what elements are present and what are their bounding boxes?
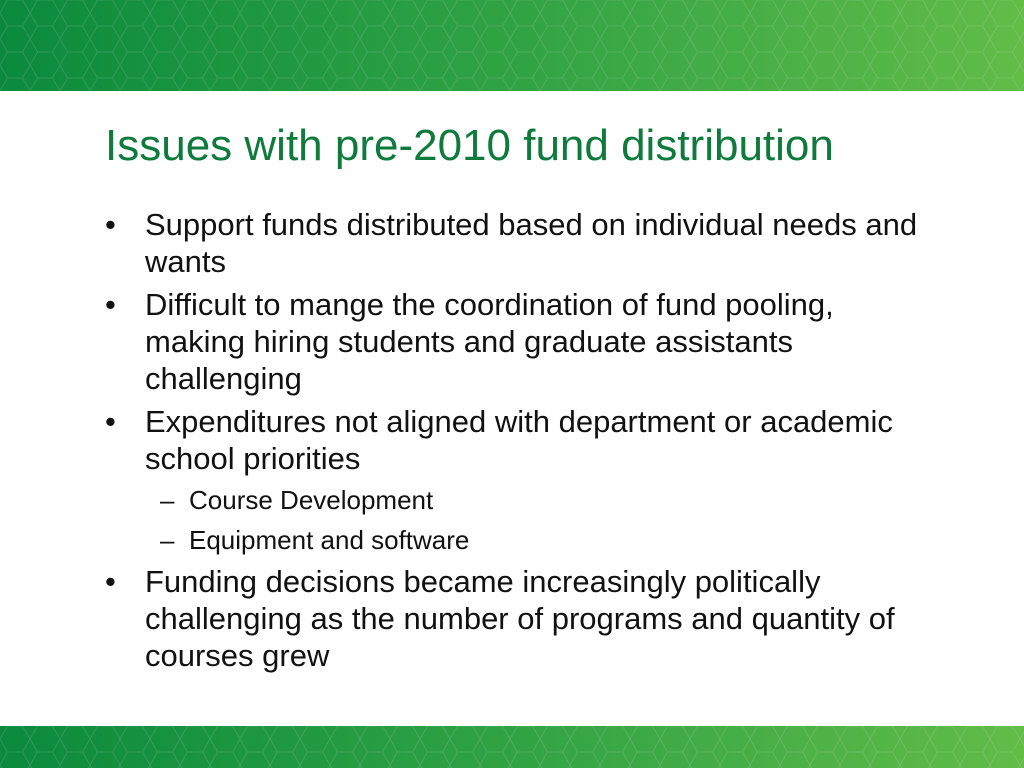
sub-bullet-list (105, 483, 925, 557)
bullet-item (105, 403, 925, 477)
slide-body (105, 206, 925, 680)
slide-title: Issues with pre-2010 fund distribution (105, 121, 834, 170)
sub-bullet-item (105, 483, 925, 517)
bullet-item (105, 286, 925, 397)
bullet-marker: • (105, 404, 116, 439)
sub-bullet-text: Course Development (189, 485, 434, 515)
sub-bullet-item (105, 523, 925, 557)
bullet-text: Difficult to mange the coordination of fund pooling, making hiring students and graduate assistants challenging (145, 287, 834, 396)
bottom-decorative-band (0, 726, 1024, 768)
bullet-text: Funding decisions became increasingly politically challenging as the number of programs and quantity of courses grew (145, 564, 895, 673)
bullet-text: Expenditures not aligned with department or academic school priorities (145, 404, 893, 476)
bullet-text: Support funds distributed based on individual needs and wants (145, 207, 918, 279)
sub-bullet-marker: – (160, 485, 175, 515)
sub-bullet-text: Equipment and software (189, 525, 470, 555)
top-decorative-band (0, 0, 1024, 91)
bullet-item (105, 563, 925, 674)
sub-bullet-marker: – (160, 525, 175, 555)
bullet-item (105, 206, 925, 280)
bullet-marker: • (105, 287, 116, 322)
bullet-marker: • (105, 564, 116, 599)
bullet-marker: • (105, 207, 116, 242)
